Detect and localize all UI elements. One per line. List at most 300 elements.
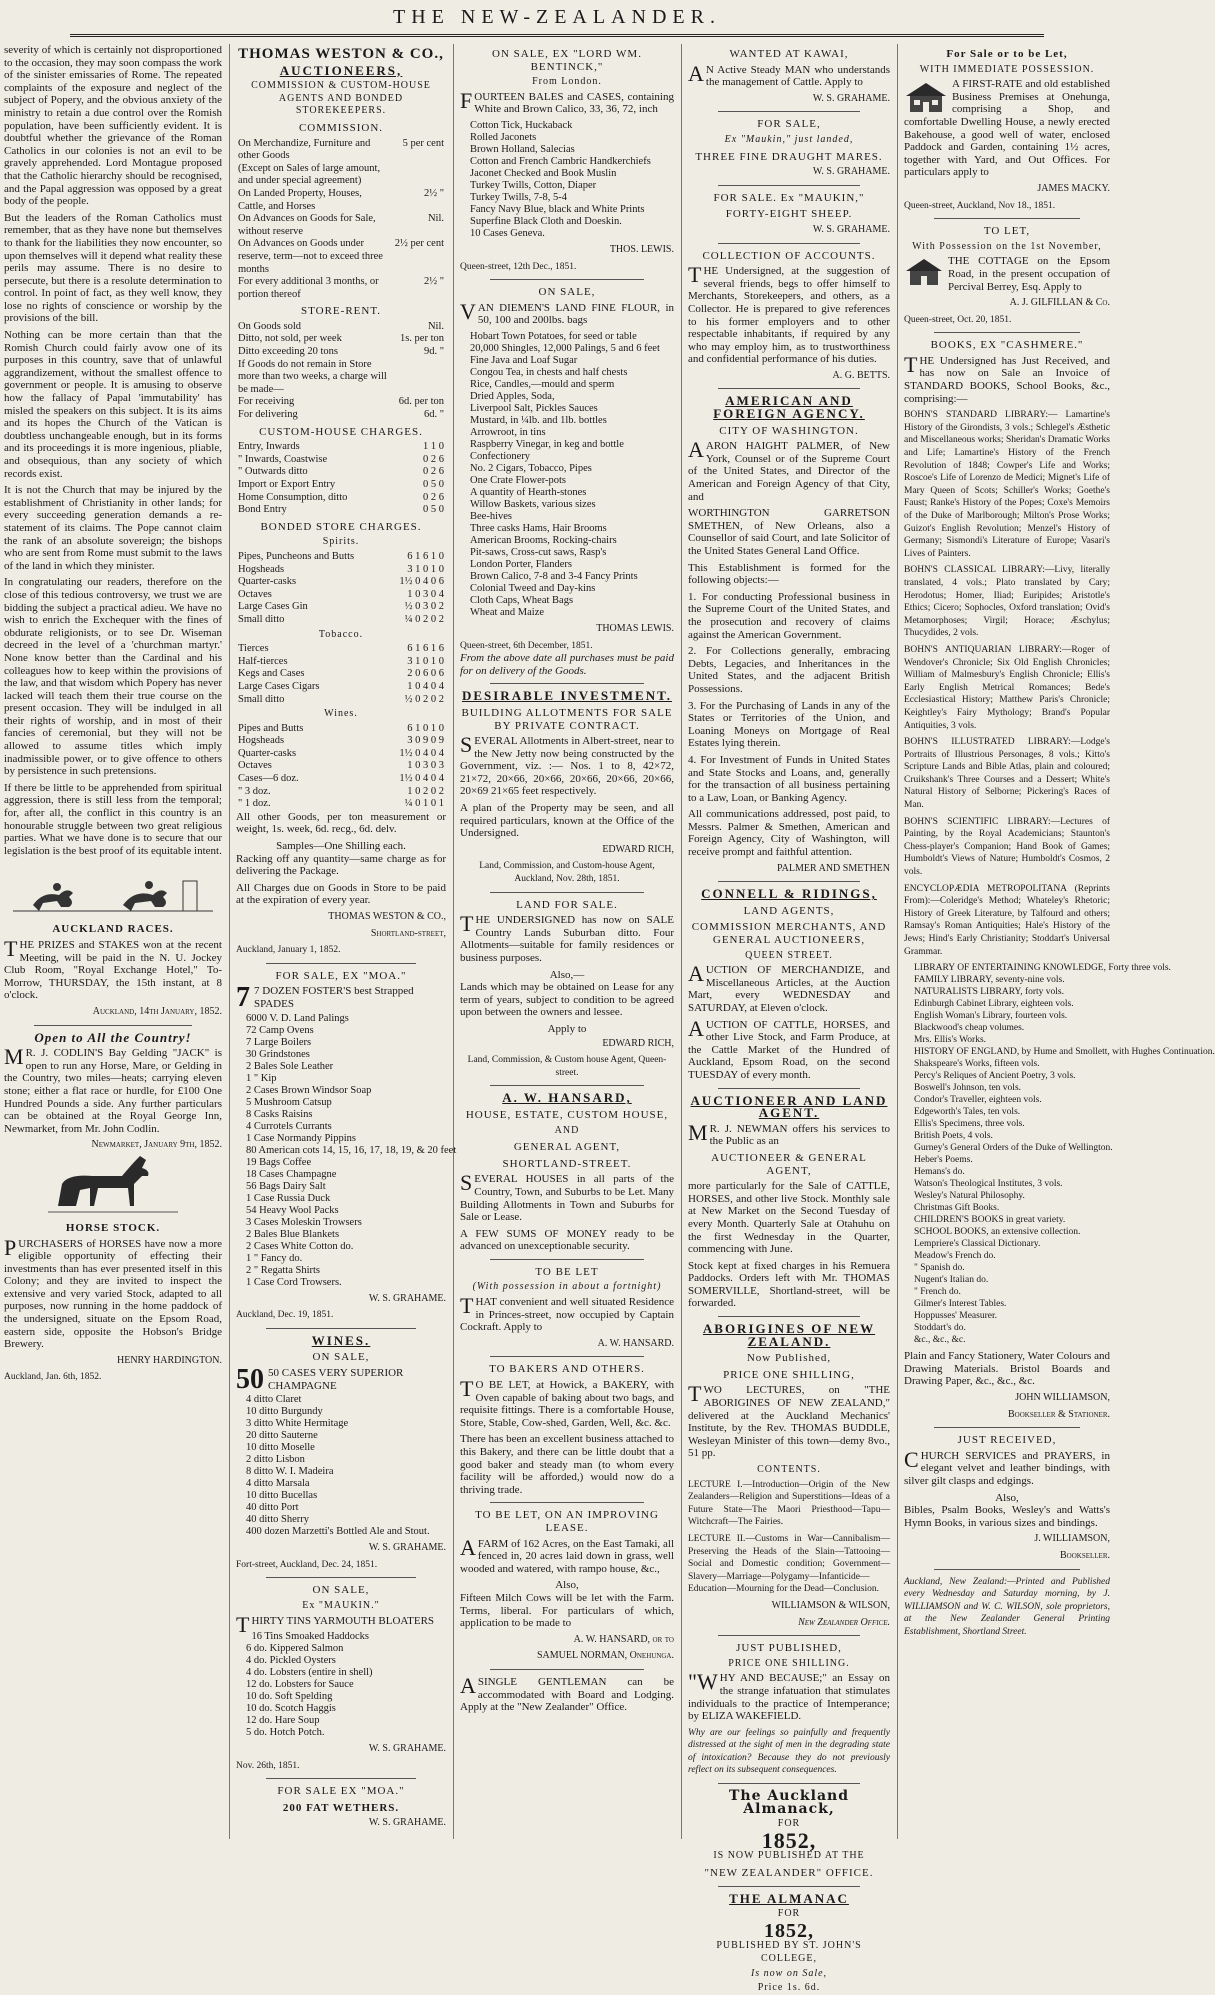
- commission-table: [236, 138, 446, 302]
- books-list: [914, 962, 1215, 1346]
- list-item: Brown Calico, 7-8 and 3-4 Fancy Prints: [470, 570, 638, 582]
- table-row: [236, 454, 446, 467]
- store-rent-table: [236, 321, 446, 422]
- divider: [266, 1778, 416, 1779]
- aborigines-published: Now Published,: [746, 1352, 832, 1365]
- editorial-paragraph: Nothing can be more certain than that the Romish Church could fairly avow one of its purposes in this country, save that of unlawful aggrandizement, without the smallest offence to government or people. It is amusing to observe how the fallacy of Papal 'immutability' has misled the speakers on this subject. It is its aims and its hopes the Church of the Vatican is doubtless unchangeable enough, but in its forms and its proceedings it is more ingenious, pliable, and obsequious, than any society of which records exist.: [4, 329, 222, 480]
- list-item: Jaconet Checked and Book Muslin: [470, 167, 617, 179]
- table-row: [236, 681, 446, 694]
- list-item: Nugent's Italian do.: [914, 1275, 989, 1286]
- list-item: Hemans's do.: [914, 1167, 965, 1178]
- why-published: JUST PUBLISHED,: [736, 1642, 842, 1655]
- list-item: Hoppusses' Measurer.: [914, 1311, 997, 1322]
- divider: [718, 1316, 860, 1317]
- races-date: Auckland, 14th January, 1852.: [92, 1005, 222, 1017]
- divider: [490, 683, 644, 684]
- list-item: SCHOOL BOOKS, an extensive collection.: [914, 1227, 1081, 1238]
- list-item: Cotton and French Cambric Handkerchiefs: [470, 155, 651, 167]
- table-row: [236, 668, 446, 681]
- list-item: 10 ditto Burgundy: [246, 1406, 323, 1418]
- table-row: [236, 735, 446, 748]
- table-cell: 2½ per cent: [394, 238, 444, 250]
- list-item: " French do.: [914, 1287, 961, 1298]
- list-item: 3 Cases Moleskin Trowsers: [246, 1216, 362, 1228]
- list-item: 6 do. Kippered Salmon: [246, 1643, 344, 1655]
- divider: [934, 332, 1080, 333]
- table-cell: 6 1 6 1 0: [407, 550, 444, 562]
- books-signature: JOHN WILLIAMSON,: [1015, 1391, 1110, 1403]
- divider: [718, 185, 860, 186]
- divider: [266, 1328, 416, 1329]
- list-item: Pit-saws, Cross-cut saws, Rasp's: [470, 546, 607, 558]
- table-cell: [393, 163, 446, 188]
- table-cell: Entry, Inwards: [238, 441, 300, 453]
- list-item: Bee-hives: [470, 510, 512, 522]
- table-row: [236, 409, 446, 422]
- list-item: 400 dozen Marzetti's Bottled Ale and Stout.: [246, 1526, 430, 1538]
- list-item: Gurney's General Orders of the Duke of Wellington.: [914, 1143, 1113, 1154]
- table-cell: 1½ 0 4 0 4: [399, 773, 444, 785]
- table-cell: Quarter-casks: [238, 747, 297, 759]
- almanac-2-year: 1852,: [764, 1919, 814, 1942]
- list-item: 80 American cots 14, 15, 16, 17, 18, 19, & 20 feet: [246, 1144, 457, 1156]
- racking-note: Racking off any quantity—same charge as for delivering the Package.: [236, 852, 446, 878]
- divider: [718, 1886, 860, 1887]
- table-cell: 5 per cent: [402, 137, 444, 149]
- table-row: [236, 656, 446, 669]
- land-title: LAND FOR SALE.: [516, 898, 618, 911]
- list-item: Dried Apples, Soda,: [470, 390, 555, 402]
- list-item: 5 do. Hotch Potch.: [246, 1727, 325, 1739]
- weston-firm-title: THOMAS WESTON & CO.,: [238, 46, 444, 62]
- list-item: Condor's Traveller, eighteen vols.: [914, 1095, 1042, 1106]
- table-row: [236, 551, 446, 564]
- wines-list: [246, 1394, 446, 1538]
- almanack-year: 1852,: [761, 1827, 817, 1853]
- divider: [266, 1577, 416, 1578]
- divider: [934, 1569, 1080, 1570]
- agency-intro: AARON HAIGHT PALMER, of New York, Counsel or of the Supreme Court of the United States, and Director of the American and Foreign Agency of that City, and: [688, 437, 890, 503]
- list-item: LIBRARY OF ENTERTAINING KNOWLEDGE, Forty three vols.: [914, 963, 1171, 974]
- weston-firm-subtitle: AUCTIONEERS,: [279, 62, 403, 78]
- agency-item: 3. For the Purchasing of Lands in any of the States or Territories of the Union, and Loaning Moneys on Mortgage of Real Estates lying therein.: [688, 699, 890, 750]
- table-cell: " Inwards, Coastwise: [238, 453, 328, 465]
- bentinck-lead: FOURTEEN BALES and CASES, containing White and Brown Calico, 33, 36, 72, inch: [460, 87, 674, 116]
- maukin-lead: THIRTY TINS YARMOUTH BLOATERS: [236, 1611, 435, 1637]
- list-item: Gilmer's Interest Tables.: [914, 1299, 1007, 1310]
- list-item: Christmas Gift Books.: [914, 1203, 1000, 1214]
- editorial-paragraph: severity of which is certainly not disproportioned to the occasion, they may soon compass the work of the sinister emissaries of Rome. The repeated complaints of the exposure and neglect of the subject of Popery, and the obvious anxiety of the ministry to retain a due control over the Romish population, have been sufficiently evident. It is doubtful whether the grievance of the Roman Catholics in our colonies is not an evil to be gravely apprehended. Lord Montague proposed that the Catholic hierarchy should be recognised, and the Papal aggression was opposed by a great body of the people.: [4, 44, 222, 208]
- table-cell: Kegs and Cases: [238, 668, 305, 680]
- bakers-text: TO BE LET, at Howick, a BAKERY, with Oven capable of baking about two bags, and requisite fittings. There is a comfortable House, Store, Stable, Cow-shed, Garden, Well, &c. &c.: [460, 1376, 674, 1429]
- table-cell: 1s. per ton: [399, 333, 444, 345]
- almanack-for: FOR: [777, 1818, 801, 1830]
- table-cell: 0 2 6: [423, 453, 444, 465]
- maukin-subtitle: Ex "MAUKIN.": [302, 1599, 380, 1611]
- list-item: Confectionery: [470, 450, 531, 462]
- books-title: BOOKS, EX "CASHMERE.": [930, 339, 1084, 352]
- divider: [490, 1085, 644, 1086]
- list-item: Rice, Candles,—mould and sperm: [470, 378, 615, 390]
- cottage-icon: [904, 257, 944, 287]
- divider: [490, 1259, 644, 1260]
- agency-text: WORTHINGTON GARRETSON SMETHEN, of New Orleans, also a Counsellor of said Court, and late Solicitor of the United States General Land Office.: [688, 507, 890, 557]
- hansard-title: A. W. HANSARD,: [502, 1090, 632, 1106]
- list-item: 16 Tins Smoaked Haddocks: [251, 1631, 370, 1643]
- list-item: 2 " Regatta Shirts: [246, 1264, 320, 1276]
- divider: [718, 388, 860, 389]
- table-cell: Home Consumption, ditto: [238, 491, 348, 503]
- list-item: 2 Bales Blue Blankets: [246, 1228, 340, 1240]
- why-price: PRICE ONE SHILLING.: [728, 1657, 850, 1669]
- table-cell: 1½ 0 4 0 4: [399, 747, 444, 759]
- aborigines-contents: CONTENTS.: [757, 1464, 821, 1475]
- investment-signature: EDWARD RICH,: [602, 843, 674, 855]
- bonded-note: All other Goods, per ton measurement or weight, 1s. week, 6d. recg., 6d. delv.: [236, 810, 446, 836]
- column-rule: [229, 44, 230, 1839]
- table-cell: On Merchandize, Furniture and other Goods: [238, 137, 371, 162]
- received-title: JUST RECEIVED,: [957, 1434, 1057, 1447]
- wanted-text: AN Active Steady MAN who understands the management of Cattle. Apply to: [688, 60, 890, 89]
- table-cell: 0 5 0: [423, 479, 444, 490]
- list-item: Liverpool Salt, Pickles Sauces: [470, 402, 598, 414]
- received-also: Also,: [995, 1491, 1019, 1504]
- sheep-title: FOR SALE. Ex "MAUKIN,": [713, 191, 865, 204]
- column-1: [4, 44, 222, 1839]
- divider: [34, 1025, 192, 1026]
- editorial-paragraph: If there be little to be apprehended from spiritual aggression, there is still less from the temporal; for, after all, the conflict in this country is an honourable struggle between two great religious parties. What we have done is to secure that our legislation is the best proof of its equitable intent.: [4, 781, 222, 857]
- why-note: Why are our feelings so painfully and frequently distressed at the sight of men in the degrading state of intoxication? Because they do not previously reflect on its subsequent consequences.: [688, 1727, 890, 1776]
- cottage-title: TO LET,: [983, 225, 1031, 238]
- table-cell: For delivering: [238, 409, 298, 421]
- list-item: 4 ditto Claret: [246, 1394, 302, 1406]
- list-item: Wesley's Natural Philosophy.: [914, 1191, 1025, 1202]
- aborigines-text: TWO LECTURES, on "THE ABORIGINES OF NEW ZEALAND," delivered at the Auckland Mechanics' Institute, by the Rev. THOMAS BUDDLE, Wesleyan Minister of this town—demy 8vo., 51 pp.: [688, 1381, 890, 1460]
- list-item: 40 ditto Sherry: [246, 1514, 309, 1526]
- newman-text-3: Stock kept at fixed charges in his Remuera Paddocks. Orders left with Mr. THOMAS SOMERVILLE, Shortland-street, will be forwarded.: [688, 1259, 890, 1310]
- books-stationery: Plain and Fancy Stationery, Water Colours and Drawing Materials. Bristol Boards and Drawing Paper, &c., &c., &c.: [904, 1350, 1110, 1388]
- list-item: 40 ditto Port: [246, 1502, 299, 1514]
- received-signature-title: Bookseller.: [1059, 1549, 1110, 1561]
- moa-list: [246, 1012, 457, 1289]
- cottage-text: THE COTTAGE on the Epsom Road, in the present occupation of Percival Berrey, Esq. Apply to: [948, 255, 1110, 293]
- table-row: [236, 601, 446, 614]
- land-text: THE UNDERSIGNED has now on SALE Country Lands Suburban ditto. Four Allotments—suitable for family residences or business purposes.: [460, 911, 674, 964]
- list-item: Wheat and Maize: [470, 606, 545, 618]
- list-item: CHILDREN'S BOOKS in great variety.: [914, 1215, 1066, 1226]
- table-cell: 1 0 3 0 4: [407, 588, 444, 600]
- list-item: Heber's Poems.: [914, 1155, 973, 1166]
- table-cell: 3 1 0 1 0: [407, 655, 444, 667]
- newman-heading: AUCTIONEER & GENERAL AGENT,: [711, 1151, 867, 1177]
- table-cell: Cases—6 doz.: [238, 773, 299, 785]
- table-cell: For receiving: [238, 396, 295, 408]
- divider: [718, 1635, 860, 1636]
- tolet-title: TO BE LET: [535, 1265, 599, 1278]
- masthead-rule: [70, 34, 1044, 37]
- wines-table: [236, 723, 446, 811]
- table-row: [236, 760, 446, 773]
- list-item: Percy's Reliques of Ancient Poetry, 3 vols.: [914, 1071, 1076, 1082]
- column-2: [236, 44, 457, 1839]
- list-item: Stoddart's do.: [914, 1323, 966, 1334]
- tolet-text: THAT convenient and well situated Residence in Princes-street, now occupied by Captain Cockraft. Apply to: [460, 1293, 674, 1334]
- land-address: Land, Commission, & Custom house Agent, Queen-street.: [467, 1055, 667, 1078]
- list-item: 1 " Fancy do.: [246, 1252, 303, 1264]
- list-item: Brown Holland, Salecias: [470, 143, 575, 155]
- list-item: Shakspeare's Works, fifteen vols.: [914, 1059, 1040, 1070]
- editorial-paragraph: It is not the Church that may be injured by the establishment of Christianity in other lands; for every succeeding generation demands a re-statement of its claims. The Pope cannot claim the rank of an absolute sovereign; the bishops who are sent from Rome must submit to the laws of the land in which they minister.: [4, 484, 222, 572]
- lease-signature-2: SAMUEL NORMAN, Onehunga.: [536, 1650, 674, 1662]
- list-item: 12 do. Lobsters for Sauce: [246, 1679, 354, 1691]
- list-item: 1 " Kip: [246, 1072, 277, 1084]
- spirits-table: [236, 551, 446, 627]
- table-row: [236, 441, 446, 454]
- divider: [934, 218, 1080, 219]
- list-item: 56 Bags Dairy Salt: [246, 1180, 326, 1192]
- sheep-text: FORTY-EIGHT SHEEP.: [725, 208, 853, 221]
- table-cell: 3 0 9 0 9: [407, 735, 444, 747]
- list-item: 4 do. Pickled Oysters: [246, 1655, 336, 1667]
- customs-table: [236, 441, 446, 517]
- flour-signature: THOMAS LEWIS.: [596, 622, 674, 634]
- almanack-published: IS NOW PUBLISHED AT THE: [713, 1850, 865, 1862]
- table-cell: 9d. ": [423, 346, 444, 358]
- list-item: 10 do. Soft Spelding: [246, 1691, 333, 1703]
- lease-text-2: Fifteen Milch Cows will be let with the Farm. Terms, liberal. For particulars of which, application to be made to: [460, 1591, 674, 1630]
- list-item: 2 Bales Sole Leather: [246, 1060, 334, 1072]
- hansard-text: SEVERAL HOUSES in all parts of the Country, Town, and Suburbs to be Let. Many Building Allotments in Town and Suburbs for Sale or Lease.: [460, 1170, 674, 1224]
- hansard-street: SHORTLAND-STREET.: [502, 1157, 632, 1170]
- table-cell: On Landed Property, Houses, Cattle, and Horses: [238, 187, 362, 212]
- investment-title: DESIRABLE INVESTMENT.: [461, 688, 673, 704]
- wines-sale-title: WINES.: [311, 1332, 371, 1348]
- divider: [490, 279, 644, 280]
- list-item: American Brooms, Rocking-chairs: [470, 534, 617, 546]
- table-row: [236, 614, 446, 627]
- list-item: Boswell's Johnson, ten vols.: [914, 1083, 1022, 1094]
- column-rule: [681, 44, 682, 1839]
- list-item: 54 Heavy Wool Packs: [246, 1204, 339, 1216]
- list-item: 2 Cases Brown Windsor Soap: [246, 1084, 372, 1096]
- column-rule: [453, 44, 454, 1839]
- table-cell: 3 1 0 1 0: [407, 563, 444, 575]
- spirits-label: Spirits.: [322, 536, 360, 548]
- table-cell: Half-tierces: [238, 655, 288, 667]
- gentleman-notice: ASINGLE GENTLEMAN can be accommodated with Board and Lodging. Apply at the "New Zealander" Office.: [460, 1672, 674, 1714]
- wines-date: Fort-street, Auckland, Dec. 24, 1851.: [236, 1559, 378, 1570]
- table-cell: For every additional 3 months, or portion thereof: [238, 276, 379, 300]
- received-text-2: Bibles, Psalm Books, Wesley's and Watts's Hymn Books, in various sizes and bindings.: [904, 1504, 1110, 1529]
- list-item: Watson's Theological Institutes, 3 vols.: [914, 1179, 1063, 1190]
- table-cell: [397, 359, 446, 397]
- received-signature: J. WILLIAMSON,: [1034, 1533, 1110, 1545]
- divider: [718, 111, 860, 112]
- table-cell: 1½ 0 4 0 6: [399, 576, 444, 588]
- table-cell: " 3 doz.: [238, 785, 271, 797]
- aborigines-office: New Zealander Office.: [798, 1616, 890, 1628]
- mares-text: THREE FINE DRAUGHT MARES.: [695, 150, 883, 163]
- weston-address: Shortland-street,: [370, 927, 446, 939]
- wanted-title: WANTED AT KAWAI,: [729, 48, 849, 60]
- mares-subtitle: Ex "Maukin," just landed,: [724, 133, 854, 145]
- onehunga-sale-date: Queen-street, Auckland, Nov 18., 1851.: [904, 200, 1056, 211]
- table-cell: If Goods do not remain in Store more than two weeks, a charge will be made—: [238, 358, 387, 395]
- books-signature-title: Bookseller & Stationer.: [1008, 1408, 1110, 1420]
- column-rule: [897, 44, 898, 1839]
- list-item: Cloth Caps, Wheat Bags: [470, 594, 574, 606]
- books-paragraph: BOHN'S SCIENTIFIC LIBRARY:—Lectures of Painting, by the Royal Academicians; Staunton's Chess-player's Companion; Hand Book of Games; Humboldt's Views of Nature; Humboldt's Cosmos, 2 vols.: [904, 816, 1110, 878]
- sheep-signature: W. S. GRAHAME.: [812, 223, 890, 235]
- land-text-2: Lands which may be obtained on Lease for any term of years, subject to condition to be agreed upon between the owners and lessee.: [460, 981, 674, 1019]
- table-cell: Large Cases Cigars: [238, 680, 320, 692]
- list-item: 8 Casks Raisins: [246, 1108, 313, 1120]
- aborigines-price: PRICE ONE SHILLING,: [723, 1368, 855, 1381]
- table-cell: ½ 0 2 0 2: [404, 693, 444, 705]
- table-cell: 1 0 2 0 2: [407, 785, 444, 797]
- table-row: [236, 492, 446, 505]
- bentinck-title: ON SALE, EX "LORD WM. BENTINCK,": [492, 48, 642, 73]
- table-cell: 1 1 0: [423, 441, 444, 453]
- agency-item: 2. For Collections generally, embracing Debts, Legacies, and Inheritances in the United States, and the adjacent British Possessions.: [688, 645, 890, 695]
- table-cell: ¼ 0 2 0 2: [404, 613, 444, 625]
- bakers-text-2: There has been an excellent business attached to this Bakery, and there can be little doubt that a good baker and steady man (to whom every facility will be afforded,) would now do a thriving trade.: [460, 1433, 674, 1496]
- list-item: NATURALISTS LIBRARY, forty vols.: [914, 987, 1064, 998]
- table-cell: Octaves: [238, 760, 272, 772]
- table-row: [236, 276, 446, 301]
- table-cell: Ditto exceeding 20 tons: [238, 346, 339, 358]
- table-row: [236, 321, 446, 334]
- editorial-article: [4, 44, 222, 857]
- lease-text: AFARM of 162 Acres, on the East Tamaki, all fenced in, 20 acres laid down in grass, well wooded and watered, with rampo house, &c.,: [460, 1534, 674, 1575]
- table-row: [236, 694, 446, 707]
- list-item: 3 ditto White Hermitage: [246, 1418, 349, 1430]
- wines-signature: W. S. GRAHAME.: [368, 1542, 446, 1554]
- list-item: 19 Bags Coffee: [246, 1156, 312, 1168]
- flour-note: From the above date all purchases must be paid for on delivery of the Goods.: [460, 652, 674, 677]
- maukin-title: ON SALE,: [312, 1584, 370, 1597]
- table-cell: ¼ 0 1 0 1: [404, 798, 444, 810]
- list-item: 4 Currotels Currants: [246, 1120, 332, 1132]
- list-item: 1 Case Normandy Pippins: [246, 1132, 356, 1144]
- list-item: English Woman's Library, fourteen vols.: [914, 1011, 1068, 1022]
- bentinck-signature: THOS. LEWIS.: [609, 243, 674, 255]
- table-cell: 6d. per ton: [398, 396, 444, 408]
- table-row: [236, 576, 446, 589]
- list-item: Superfine Black Cloth and Doeskin.: [470, 215, 622, 227]
- table-row: [236, 396, 446, 409]
- bentinck-list: [470, 120, 674, 240]
- list-item: Raspberry Vinegar, in keg and bottle: [470, 438, 624, 450]
- table-cell: ½ 0 3 0 2: [404, 601, 444, 613]
- wanted-signature: W. S. GRAHAME.: [812, 92, 890, 104]
- bentinck-date: Queen-street, 12th Dec., 1851.: [460, 261, 577, 272]
- wethers-lead: 200 FAT WETHERS.: [282, 1801, 400, 1814]
- hansard-heading: HOUSE, ESTATE, CUSTOM HOUSE,: [465, 1108, 669, 1121]
- races-notice: THE PRIZES and STAKES won at the recent Meeting, will be paid in the N. U. Jockey Club Room, "Royal Exchange Hotel," To-Morrow, THURSDAY, the 15th instant, at 8 o'clock.: [4, 936, 222, 1002]
- table-cell: 6 1 6 1 6: [407, 643, 444, 655]
- wines-sale-subtitle: ON SALE,: [312, 1351, 370, 1364]
- table-cell: 2½ ": [423, 187, 444, 199]
- table-cell: 6d. ": [423, 409, 444, 421]
- list-item: 1 Case Cord Trowsers.: [246, 1276, 342, 1288]
- table-cell: " 1 doz.: [238, 798, 271, 810]
- list-item: Fancy Navy Blue, black and White Prints: [470, 203, 645, 215]
- divider: [718, 243, 860, 244]
- agency-signature: PALMER AND SMETHEN: [777, 862, 890, 874]
- list-item: Mrs. Ellis's Works.: [914, 1035, 987, 1046]
- hansard-heading-2: GENERAL AGENT,: [513, 1141, 621, 1154]
- tobacco-label: Tobacco.: [318, 628, 364, 640]
- list-item: Hobart Town Potatoes, for seed or table: [470, 330, 637, 342]
- investment-text: SEVERAL Allotments in Albert-street, near to the New Jetty now being constructed by the Government, viz. :— Nos. 1 to 8, 42×72, 21×72, 20×66, 20×66, 20×66, 20×66, 20×66, 20×69 21×65 feet respectively.: [460, 732, 674, 798]
- onehunga-sale-title: For Sale or to be Let,: [946, 48, 1068, 60]
- horse-race-illustration: [13, 861, 213, 919]
- aborigines-lecture-1: LECTURE I.—Introduction—Origin of the New Zealanders—Religion and Superstitions—Ideas of a Future State—The Maori Priesthood—Tapu—Witchcraft—The Fairies.: [688, 1479, 890, 1528]
- aborigines-lecture-2: LECTURE II.—Customs in War—Cannibalism—Preserving the Heads of the Slain—Tattooing—Social and Domestic condition; Government—Slavery—Marriage—Polygamy—Infanticide—Education—Mourning for the Dead—Conclusion.: [688, 1533, 890, 1595]
- list-item: 4 do. Lobsters (entire in shell): [246, 1667, 373, 1679]
- list-item: Congou Tea, in chests and half chests: [470, 366, 628, 378]
- divider: [934, 1427, 1080, 1428]
- moa-date: Auckland, Dec. 19, 1851.: [236, 1310, 334, 1321]
- list-item: 30 Grindstones: [246, 1048, 310, 1060]
- list-item: Rolled Jaconets: [470, 131, 537, 143]
- wines-lead: 50 50 CASES VERY SUPERIOR CHAMPAGNE: [236, 1363, 404, 1395]
- moa-signature: W. S. GRAHAME.: [368, 1292, 446, 1304]
- list-item: 7 Large Boilers: [246, 1036, 312, 1048]
- table-row: [236, 346, 446, 359]
- list-item: 5 Mushroom Catsup: [246, 1096, 332, 1108]
- list-item: 2 Cases White Cotton do.: [246, 1240, 354, 1252]
- list-item: Willow Baskets, various sizes: [470, 498, 596, 510]
- land-also: Also,—: [549, 968, 585, 981]
- divider: [718, 1088, 860, 1089]
- table-row: [236, 723, 446, 736]
- list-item: Meadow's French do.: [914, 1251, 996, 1262]
- samples-note: Samples—One Shilling each.: [276, 840, 406, 853]
- list-item: HISTORY OF ENGLAND, by Hume and Smollett, with Hughes Continuation.: [914, 1047, 1215, 1058]
- horse-illustration: [38, 1156, 188, 1218]
- commission-title: COMMISSION.: [298, 121, 384, 134]
- list-item: 72 Camp Ovens: [246, 1024, 314, 1036]
- table-cell: On Advances on Goods for Sale, without reserve: [238, 213, 376, 237]
- list-item: Arrowroot, in tins: [470, 426, 546, 438]
- list-item: Edgeworth's Tales, ten vols.: [914, 1107, 1021, 1118]
- moa-lead: 7 7 DOZEN FOSTER'S best Strapped SPADES: [236, 982, 414, 1014]
- table-row: [236, 564, 446, 577]
- table-cell: " Outwards ditto: [238, 466, 308, 478]
- table-cell: Small ditto: [238, 693, 285, 705]
- connell-text-2: AUCTION OF CATTLE, HORSES, and other Live Stock, and Farm Produce, at the Cattle Market of the Hundred of Auckland, Epsom Road, on the second TUESDAY of every month.: [688, 1015, 890, 1081]
- list-item: 20 ditto Sauterne: [246, 1430, 318, 1442]
- tobacco-table: [236, 643, 446, 706]
- wines-label: Wines.: [324, 708, 358, 720]
- accounts-signature: A. G. BETTS.: [832, 369, 890, 381]
- table-cell: 1 0 3 0 3: [407, 760, 444, 772]
- almanack-title: The Auckland Almanack,: [728, 1788, 849, 1817]
- list-item: 10 ditto Moselle: [246, 1442, 315, 1454]
- list-item: Colonial Tweed and Day-kins: [470, 582, 596, 594]
- table-row: [236, 333, 446, 346]
- table-cell: Nil.: [427, 213, 444, 225]
- table-row: [236, 504, 446, 517]
- almanac-2-price: Price 1s. 6d.: [757, 1982, 821, 1994]
- divider: [490, 1356, 644, 1357]
- table-row: [236, 359, 446, 397]
- flour-lead: VAN DIEMEN'S LAND FINE FLOUR, in 50, 100 and 200lbs. bags: [460, 298, 674, 327]
- land-apply: Apply to: [547, 1022, 587, 1035]
- connell-heading-2: COMMISSION MERCHANTS, AND GENERAL AUCTIONEERS,: [691, 921, 887, 947]
